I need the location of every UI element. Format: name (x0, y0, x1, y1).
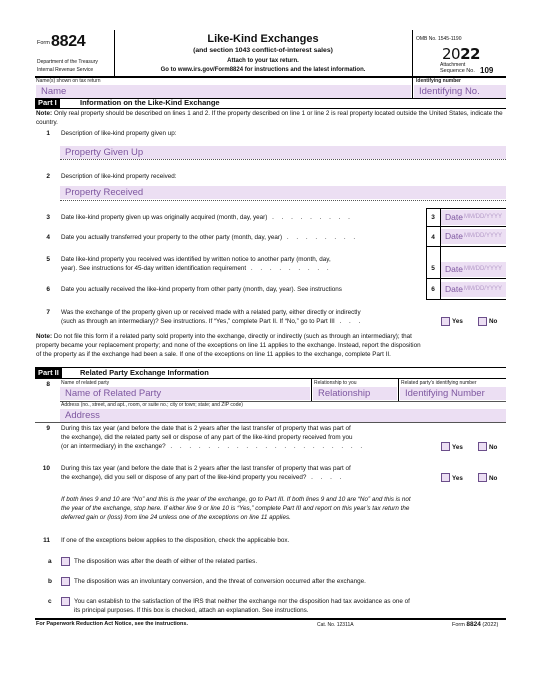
date-row-rule-6 (426, 299, 506, 300)
line3-box-number: 3 (431, 214, 435, 221)
form-title: Like-Kind Exchanges (207, 33, 319, 45)
line10-leader: . . . . (306, 474, 345, 481)
attach-instruction: Attach to your tax return. (227, 58, 299, 64)
date-row-rule-5 (426, 278, 506, 279)
address-label: Address (no., street, and apt., room, or suite no.; city or town; state; and ZIP code) (61, 402, 243, 408)
date-row-rule-top (426, 208, 506, 209)
line6-label: Date you actually received the like-kind property from other party (month, day, year). See instructions (61, 286, 342, 293)
line10-yes-checkbox[interactable] (441, 473, 450, 482)
related-id-label: Related party’s identifying number (401, 380, 477, 386)
line5-leader: . . . . . . . . . (246, 265, 332, 272)
line3-label-text: Date like-kind property given up was originally acquired (month, day, year) (61, 214, 268, 221)
line5-number: 5 (46, 256, 50, 263)
catalog-number: Cat. No. 12311A (317, 622, 354, 628)
line2-label: Description of like-kind property received: (61, 173, 177, 180)
line4-label-text: Date you actually transferred your property to the other party (month, day, year) (61, 234, 283, 241)
line9-number: 9 (46, 425, 50, 432)
date-row-rule-3 (426, 226, 506, 227)
line5-box-number: 5 (431, 265, 435, 272)
related-party-name-field[interactable]: Name of Related Party (60, 387, 310, 400)
line3-number: 3 (46, 214, 50, 221)
attachment-label: Attachment (440, 62, 466, 68)
line3-label (61, 214, 353, 223)
line11c-checkbox[interactable] (61, 597, 70, 606)
line11c-label-b: its principal purposes. If this box is checked, attach an explanation. See instructions. (74, 607, 309, 614)
line9-label-c-text: (or an intermediary) in the exchange? (61, 443, 166, 450)
line4-date-placeholder: MM/DD/YYYY (463, 232, 502, 239)
line8-divider-1 (311, 379, 312, 401)
footer-form-number: 8824 (466, 621, 481, 628)
tax-year (442, 45, 480, 64)
line4-number: 4 (46, 234, 50, 241)
line6-date-value: Date (445, 284, 463, 295)
line6-number: 6 (46, 286, 50, 293)
part1-title: Information on the Like-Kind Exchange (80, 98, 220, 107)
line10-number: 10 (42, 465, 50, 472)
line10-no-checkbox[interactable] (478, 473, 487, 482)
line3-date-field[interactable] (441, 210, 506, 225)
line9-no-checkbox[interactable] (478, 442, 487, 451)
tax-year-prefix: 20 (442, 45, 461, 63)
line7-yes-label: Yes (452, 318, 463, 325)
line5-date-field[interactable] (441, 262, 506, 277)
line9-label-c (61, 443, 365, 452)
line11b-checkbox[interactable] (61, 577, 70, 586)
line5-label-a: Date like-kind property you received was identified by written notice to another party (month, day, (61, 256, 331, 263)
footer-rule (35, 618, 506, 620)
part2-tag: Part II (35, 368, 62, 378)
line3-date-placeholder: MM/DD/YYYY (463, 213, 502, 220)
line2-number: 2 (46, 173, 50, 180)
goto-instruction: Go to www.irs.gov/Form8824 for instructions and the latest information. (160, 67, 366, 73)
line6-date-placeholder: MM/DD/YYYY (463, 285, 502, 292)
department: Department of the Treasury (37, 59, 98, 65)
footer-form-label: Form (452, 622, 465, 628)
part1-note2-c: of the property as if the exchange had been a sale. If one of the exceptions on line 11 applies to the exchange, complete Part II. (36, 351, 391, 358)
line7-label-a: Was the exchange of the property given up or received made with a related party, either directly or indirectly (61, 309, 361, 316)
sequence-number: 109 (480, 66, 494, 75)
line7-no-checkbox[interactable] (478, 317, 487, 326)
line10-no-label: No (489, 475, 498, 482)
related-party-id-field[interactable]: Identifying Number (400, 387, 506, 400)
line4-box-number: 4 (431, 234, 435, 241)
line5-date-value: Date (445, 264, 463, 275)
line2-property-received-field[interactable]: Property Received (60, 186, 506, 199)
form-subtitle: (and section 1043 conflict-of-interest sales) (193, 47, 333, 54)
line3-leader: . . . . . . . . . (267, 214, 353, 221)
footer-form (452, 621, 498, 629)
line3-date-value: Date (445, 212, 463, 223)
line11b-letter: b (48, 578, 52, 585)
line11b-label: The disposition was an involuntary conversion, and the threat of conversion occurred after the exchange. (74, 578, 366, 585)
form-number: 8824 (51, 33, 86, 50)
omb-number: OMB No. 1545-1190 (416, 36, 462, 42)
part1-note2 (36, 333, 506, 342)
irs-label: Internal Revenue Service (37, 67, 94, 73)
line5-label-b (61, 265, 332, 274)
line1-underline (60, 159, 506, 160)
part1-note-text: Only real property should be described on lines 1 and 2. If the property described on line 1 or line 2 is real property located outside the United States, indicate the country. (36, 110, 503, 126)
line11a-checkbox[interactable] (61, 557, 70, 566)
line9-yes-checkbox[interactable] (441, 442, 450, 451)
line5-date-placeholder: MM/DD/YYYY (463, 265, 502, 272)
address-field[interactable]: Address (60, 409, 506, 422)
lines-9-10-instruction-c: deferred gain or (loss) from line 24 unless one of the exceptions on line 11 applies. (61, 514, 291, 521)
line7-label-b-text: (such as through an intermediary)? See instructions. If “Yes,” complete Part II. If “No,” go to Part III (61, 318, 335, 325)
line9-label-a: During this tax year (and before the date that is 2 years after the last transfer of property that was part of (61, 425, 351, 432)
part1-note2-a: Do not file this form if a related party sold property into the exchange, directly or indirectly (such as through an intermediary); that (53, 333, 412, 340)
line10-label-a: During this tax year (and before the date that is 2 years after the last transfer of property that was part of (61, 465, 351, 472)
line4-date-value: Date (445, 231, 463, 242)
line4-date-field[interactable] (441, 229, 506, 244)
line1-label: Description of like-kind property given up: (61, 130, 177, 137)
line8-number: 8 (46, 381, 50, 388)
part1-note-bold: Note: (36, 110, 53, 117)
identifying-number-field[interactable]: Identifying No. (414, 85, 506, 98)
line11-number: 11 (43, 537, 50, 544)
line6-date-field[interactable] (441, 282, 506, 297)
line10-label-b (61, 474, 344, 483)
part1-rule (35, 108, 506, 109)
line11c-label-a: You can establish to the satisfaction of the IRS that neither the exchange nor the disposition had tax avoidance as one of (74, 598, 410, 605)
paperwork-notice: For Paperwork Reduction Act Notice, see the instructions. (36, 621, 188, 627)
line10-label-b-text: the exchange), did you sell or dispose of any part of the like-kind property you received? (61, 474, 307, 481)
sequence-label: Sequence No. (440, 68, 475, 74)
date-row-rule-4 (426, 246, 506, 247)
line7-number: 7 (46, 309, 50, 316)
name-label: Name(s) shown on tax return (36, 78, 101, 84)
lines-9-10-instruction-a: If both lines 9 and 10 are “No” and this is the year of the exchange, go to Part III. If both lines 9 and 10 are “No” and this is not (61, 496, 411, 503)
part1-tag: Part I (35, 98, 60, 108)
line7-yes-checkbox[interactable] (441, 317, 450, 326)
relationship-label: Relationship to you (314, 380, 357, 386)
line11c-letter: c (48, 598, 52, 605)
part2-rule (35, 378, 506, 379)
line4-label (61, 234, 358, 243)
line7-label-b (61, 318, 363, 327)
lines-9-10-instruction-b: the year of the exchange, stop here. If either line 9 or line 10 is “Yes,” complete Part III and report on this year’s tax return the (61, 505, 410, 512)
part1-note2-bold: Note: (36, 333, 53, 340)
relationship-field[interactable]: Relationship (313, 387, 397, 400)
line11a-letter: a (48, 558, 52, 565)
line9-no-label: No (489, 444, 498, 451)
part1-note (36, 110, 506, 127)
line7-no-label: No (489, 318, 498, 325)
part1-note2-b: property became your replacement property; and none of the exceptions on line 11 applies to the exchange. Instead, report the disposition (36, 342, 421, 349)
line6-box-number: 6 (431, 286, 435, 293)
line10-yes-label: Yes (452, 475, 463, 482)
line8-divider-2 (398, 379, 399, 401)
header-divider-right (412, 30, 413, 76)
line11-label: If one of the exceptions below applies to the disposition, check the applicable box. (61, 537, 290, 544)
line11a-label: The disposition was after the death of either of the related parties. (74, 558, 258, 565)
part2-title: Related Party Exchange Information (80, 368, 209, 377)
line7-leader: . . . (334, 318, 364, 325)
line1-property-given-up-field[interactable]: Property Given Up (60, 146, 506, 159)
taxpayer-name-field[interactable]: Name (36, 85, 411, 98)
form-label: Form (37, 40, 50, 46)
name-row-divider (412, 77, 413, 99)
address-rule (35, 422, 506, 423)
footer-year: (2022) (482, 622, 499, 628)
related-party-name-label: Name of related party (61, 380, 110, 386)
line9-label-b: the exchange), did the related party sell or dispose of any part of the like-kind property received from you (61, 434, 353, 441)
identifying-number-label: Identifying number (416, 78, 461, 84)
line9-yes-label: Yes (452, 444, 463, 451)
tax-year-suffix: 22 (460, 45, 480, 63)
line2-underline (60, 200, 506, 201)
line4-leader: . . . . . . . . (282, 234, 359, 241)
line1-number: 1 (46, 130, 50, 137)
line9-leader: . . . . . . . . . . . . . . . . . . . . . (165, 443, 366, 450)
line5-label-b-text: year). See instructions for 45-day written identification requirement (61, 265, 247, 272)
